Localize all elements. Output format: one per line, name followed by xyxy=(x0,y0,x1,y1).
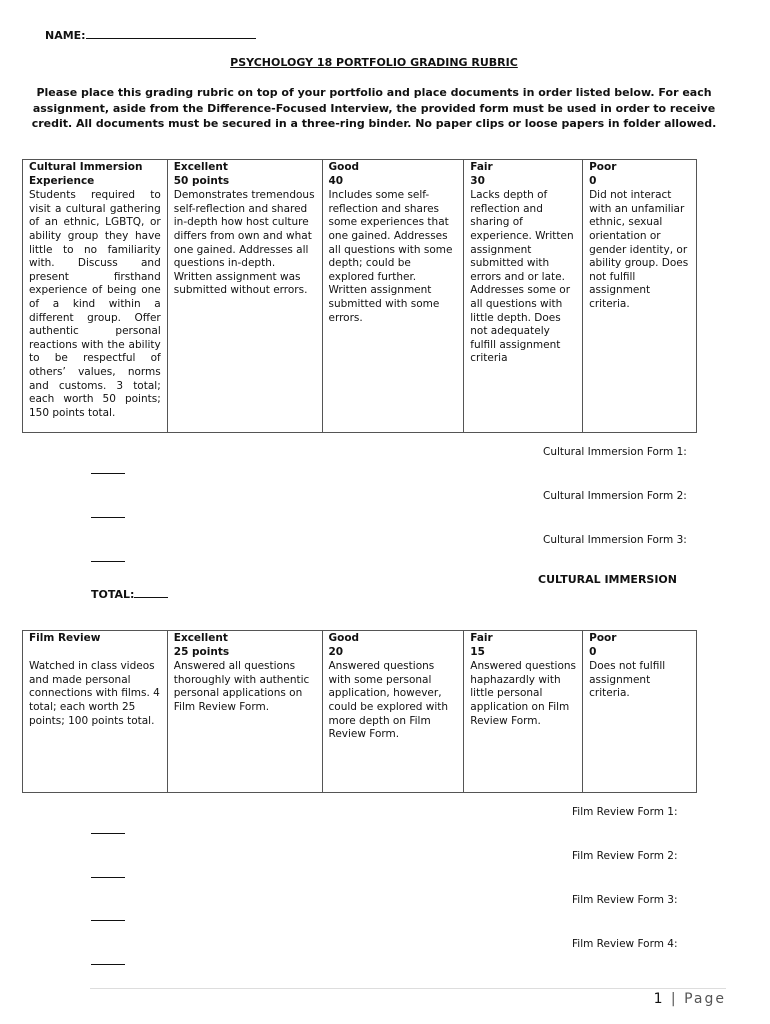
fair-cell: Answered questions haphazardly with little personal application on Film Review Form. xyxy=(464,659,583,792)
film-form-3-label: Film Review Form 3: xyxy=(572,894,678,906)
page-number-value: 1 xyxy=(653,991,665,1007)
cultural-total-field xyxy=(91,587,168,601)
excellent-cell: Demonstrates tremendous self-reflection and shared in-depth how host culture differs from own and what one gained. Addresses all questions in-depth. Written assignment was submitted without errors. xyxy=(167,188,322,432)
footer-divider xyxy=(90,988,726,989)
good-cell: Includes some self-reflection and shares some experiences that one gained. Addresses all questions with some depth; could be explored further. Written assignment submitted with some errors. xyxy=(322,188,464,432)
table-header-row xyxy=(23,631,697,660)
criteria-cell: Watched in class videos and made personal connections with films. 4 total; each worth 25 points; 100 points total. xyxy=(23,659,168,792)
name-field xyxy=(45,28,256,42)
cultural-form-3-label: Cultural Immersion Form 3: xyxy=(543,534,687,546)
header-cell-good: Good 40 xyxy=(322,160,464,189)
instructions-paragraph: Please place this grading rubric on top of your portfolio and place documents in order listed below. For each assignment, aside from the Difference-Focused Interview, the provided form must be used in order to receive credit. All documents must be secured in a three-ring binder. No paper clips or loose papers in folder allowed. xyxy=(31,86,717,130)
film-form-3-score-blank[interactable] xyxy=(91,919,125,921)
header-cell-criteria: Cultural Immersion Experience xyxy=(23,160,168,189)
cultural-form-2-label: Cultural Immersion Form 2: xyxy=(543,490,687,502)
page-number-label: | Page xyxy=(664,991,726,1007)
poor-cell: Did not interact with an unfamiliar ethnic, sexual orientation or gender identity, or ability group. Does not fulfill assignment criteria. xyxy=(583,188,697,432)
header-cell-fair: Fair 30 xyxy=(464,160,583,189)
film-form-4-score-blank[interactable] xyxy=(91,963,125,965)
table-header-row xyxy=(23,160,697,189)
film-form-2-label: Film Review Form 2: xyxy=(572,850,678,862)
header-cell-excellent: Excellent 25 points xyxy=(167,631,322,660)
cultural-form-3-score-blank[interactable] xyxy=(91,560,125,562)
cultural-form-1-label: Cultural Immersion Form 1: xyxy=(543,446,687,458)
poor-cell: Does not fulfill assignment criteria. xyxy=(583,659,697,792)
film-form-1-score-blank[interactable] xyxy=(91,832,125,834)
excellent-cell: Answered all questions thoroughly with authentic personal applications on Film Review Form. xyxy=(167,659,322,792)
header-cell-excellent: Excellent 50 points xyxy=(167,160,322,189)
criteria-cell: Students required to visit a cultural gathering of an ethnic, LGBTQ, or ability group they have little to no familiarity with. Discuss and present firsthand experience of being one of a kind within a different group. Offer authentic personal reactions with the ability to be respectful of others’ values, norms and customs. 3 total; each worth 50 points; 150 points total. xyxy=(23,188,168,432)
cultural-form-2-score-blank[interactable] xyxy=(91,516,125,518)
header-cell-fair: Fair 15 xyxy=(464,631,583,660)
fair-cell: Lacks depth of reflection and sharing of experience. Written assignment submitted with errors and or late. Addresses some or all questions with little depth. Does not adequately fulfill assignment criteria xyxy=(464,188,583,432)
film-form-4-label: Film Review Form 4: xyxy=(572,938,678,950)
total-blank-line[interactable] xyxy=(134,587,168,598)
table-row xyxy=(23,188,697,432)
good-cell: Answered questions with some personal application, however, could be explored with more depth on Film Review Form. xyxy=(322,659,464,792)
header-cell-poor: Poor 0 xyxy=(583,631,697,660)
name-label: NAME: xyxy=(45,29,86,42)
film-form-2-score-blank[interactable] xyxy=(91,876,125,878)
name-blank-line[interactable] xyxy=(86,28,256,39)
header-cell-good: Good 20 xyxy=(322,631,464,660)
cultural-immersion-rubric-table xyxy=(22,159,697,433)
film-review-rubric-table xyxy=(22,630,697,793)
page-number xyxy=(654,991,726,1007)
header-cell-poor: Poor 0 xyxy=(583,160,697,189)
cultural-immersion-section-label: CULTURAL IMMERSION xyxy=(538,573,677,586)
cultural-form-1-score-blank[interactable] xyxy=(91,472,125,474)
film-form-1-label: Film Review Form 1: xyxy=(572,806,678,818)
document-title: PSYCHOLOGY 18 PORTFOLIO GRADING RUBRIC xyxy=(230,56,518,69)
table-row xyxy=(23,659,697,792)
header-cell-criteria: Film Review xyxy=(23,631,168,660)
total-label: TOTAL: xyxy=(91,588,135,601)
